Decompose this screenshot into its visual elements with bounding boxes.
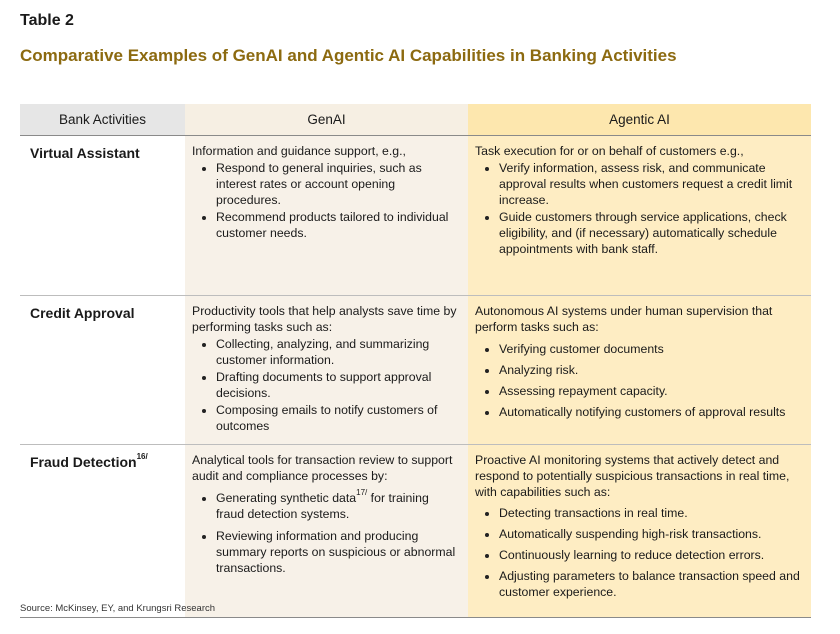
header-genai: GenAI [185, 104, 468, 136]
list-item: Drafting documents to support approval decisions. [216, 369, 460, 401]
agentic-cell [468, 136, 811, 296]
activity-cell [20, 296, 185, 445]
source-note: Source: McKinsey, EY, and Krungsri Research [20, 603, 216, 614]
table-row [20, 445, 811, 618]
activity-label: Fraud Detection [30, 454, 137, 470]
header-agentic-ai: Agentic AI [468, 104, 811, 136]
list-item: Recommend products tailored to individual customer needs. [216, 209, 460, 241]
list-item: Composing emails to notify customers of outcomes [216, 402, 460, 434]
header-row [20, 104, 811, 136]
list-item: Continuously learning to reduce detection errors. [499, 547, 803, 563]
list-item: Adjusting parameters to balance transaction speed and customer experience. [499, 568, 803, 600]
table-row [20, 136, 811, 296]
list-item: Reviewing information and producing summary reports on suspicious or abnormal transactions. [216, 528, 460, 576]
genai-intro: Analytical tools for transaction review to support audit and compliance processes by: [192, 453, 453, 483]
footnote-marker: 16/ [136, 452, 148, 462]
list-item: Respond to general inquiries, such as interest rates or account opening procedures. [216, 160, 460, 208]
list-item-text: for training fraud detection systems. [216, 491, 429, 521]
list-item: Guide customers through service applications, check eligibility, and (if necessary) automatically schedule appointments with bank staff. [499, 209, 803, 257]
table-title: Comparative Examples of GenAI and Agentic AI Capabilities in Banking Activities [20, 46, 677, 65]
list-item [216, 487, 460, 522]
list-item: Verify information, assess risk, and communicate approval results when customers request a credit limit increase. [499, 160, 803, 208]
agentic-cell [468, 445, 811, 618]
agentic-cell [468, 296, 811, 445]
list-item: Collecting, analyzing, and summarizing customer information. [216, 336, 460, 368]
comparison-table [20, 104, 811, 618]
genai-cell [185, 445, 468, 618]
list-item: Assessing repayment capacity. [499, 383, 803, 399]
activity-cell [20, 136, 185, 296]
activity-cell [20, 445, 185, 618]
table-label: Table 2 [20, 12, 74, 29]
agentic-intro: Task execution for or on behalf of customers e.g., [475, 144, 744, 158]
genai-cell [185, 296, 468, 445]
list-item: Automatically suspending high-risk transactions. [499, 526, 803, 542]
activity-label: Credit Approval [30, 305, 135, 321]
agentic-intro: Autonomous AI systems under human supervision that perform tasks such as: [475, 304, 773, 334]
genai-cell [185, 136, 468, 296]
list-item: Detecting transactions in real time. [499, 505, 803, 521]
list-item: Analyzing risk. [499, 362, 803, 378]
list-item: Automatically notifying customers of approval results [499, 404, 803, 420]
list-item-text: Generating synthetic data [216, 491, 357, 505]
agentic-intro: Proactive AI monitoring systems that actively detect and respond to potentially suspicious transactions in real time, with capabilities such as: [475, 453, 790, 499]
footnote-marker: 17/ [356, 487, 368, 497]
table-row [20, 296, 811, 445]
genai-intro: Productivity tools that help analysts save time by performing tasks such as: [192, 304, 457, 334]
genai-intro: Information and guidance support, e.g., [192, 144, 406, 158]
list-item: Verifying customer documents [499, 341, 803, 357]
activity-label: Virtual Assistant [30, 145, 140, 161]
header-bank-activities: Bank Activities [20, 104, 185, 136]
